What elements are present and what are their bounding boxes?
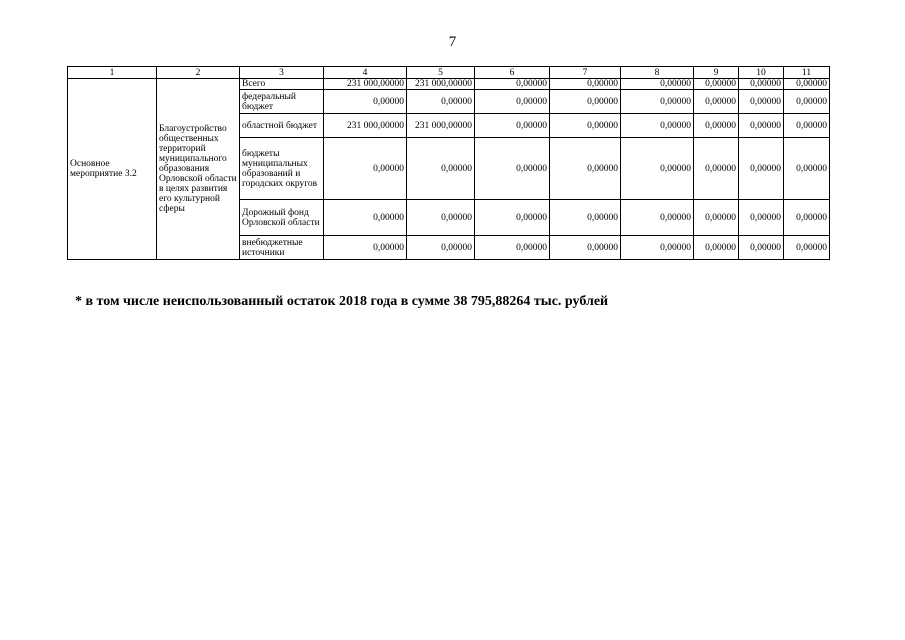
value-cell: 0,00000 (739, 79, 784, 90)
value-cell: 0,00000 (550, 236, 621, 260)
funding-source: Всего (240, 79, 324, 90)
value-cell: 0,00000 (739, 90, 784, 114)
value-cell: 0,00000 (407, 200, 475, 236)
funding-source: областной бюджет (240, 114, 324, 138)
col-header: 4 (324, 67, 407, 79)
value-cell: 0,00000 (784, 200, 830, 236)
funding-source: федеральный бюджет (240, 90, 324, 114)
funding-source: Дорожный фонд Орловской области (240, 200, 324, 236)
col-header: 10 (739, 67, 784, 79)
value-cell: 0,00000 (550, 138, 621, 200)
value-cell: 0,00000 (784, 90, 830, 114)
value-cell: 0,00000 (324, 138, 407, 200)
value-cell: 0,00000 (621, 114, 694, 138)
value-cell: 0,00000 (621, 79, 694, 90)
value-cell: 0,00000 (475, 200, 550, 236)
value-cell: 0,00000 (694, 138, 739, 200)
value-cell: 0,00000 (475, 114, 550, 138)
value-cell: 0,00000 (739, 200, 784, 236)
value-cell: 0,00000 (739, 236, 784, 260)
value-cell: 0,00000 (739, 114, 784, 138)
value-cell: 0,00000 (475, 236, 550, 260)
event-name: Основное мероприятие 3.2 (68, 79, 157, 260)
value-cell: 0,00000 (784, 114, 830, 138)
value-cell: 0,00000 (621, 90, 694, 114)
table-row (68, 79, 830, 90)
col-header: 7 (550, 67, 621, 79)
value-cell: 0,00000 (475, 79, 550, 90)
value-cell: 0,00000 (739, 138, 784, 200)
funding-source: бюджеты муниципальных образований и городских округов (240, 138, 324, 200)
value-cell: 0,00000 (324, 200, 407, 236)
value-cell: 0,00000 (694, 79, 739, 90)
value-cell: 231 000,00000 (324, 79, 407, 90)
value-cell: 231 000,00000 (407, 114, 475, 138)
value-cell: 0,00000 (621, 138, 694, 200)
value-cell: 0,00000 (694, 114, 739, 138)
value-cell: 0,00000 (407, 138, 475, 200)
value-cell: 0,00000 (621, 200, 694, 236)
budget-table (67, 66, 830, 260)
value-cell: 0,00000 (407, 236, 475, 260)
col-header: 3 (240, 67, 324, 79)
value-cell: 0,00000 (407, 90, 475, 114)
value-cell: 0,00000 (550, 114, 621, 138)
value-cell: 0,00000 (550, 90, 621, 114)
value-cell: 0,00000 (324, 90, 407, 114)
value-cell: 0,00000 (324, 236, 407, 260)
event-description: Благоустройство общественных территорий муниципального образования Орловской области в целях развития его культурной сферы (157, 79, 240, 260)
header-row (68, 67, 830, 79)
col-header: 11 (784, 67, 830, 79)
value-cell: 0,00000 (621, 236, 694, 260)
value-cell: 0,00000 (550, 79, 621, 90)
value-cell: 0,00000 (694, 90, 739, 114)
col-header: 8 (621, 67, 694, 79)
col-header: 6 (475, 67, 550, 79)
col-header: 2 (157, 67, 240, 79)
funding-source: внебюджетные источники (240, 236, 324, 260)
value-cell: 0,00000 (694, 200, 739, 236)
col-header: 9 (694, 67, 739, 79)
col-header: 5 (407, 67, 475, 79)
value-cell: 0,00000 (694, 236, 739, 260)
value-cell: 0,00000 (550, 200, 621, 236)
value-cell: 0,00000 (475, 138, 550, 200)
page-number: 7 (448, 34, 457, 50)
value-cell: 231 000,00000 (407, 79, 475, 90)
value-cell: 0,00000 (784, 138, 830, 200)
footnote: * в том числе неиспользованный остаток 2018 года в сумме 38 795,88264 тыс. рублей (75, 294, 609, 309)
value-cell: 231 000,00000 (324, 114, 407, 138)
col-header: 1 (68, 67, 157, 79)
value-cell: 0,00000 (784, 236, 830, 260)
value-cell: 0,00000 (784, 79, 830, 90)
value-cell: 0,00000 (475, 90, 550, 114)
